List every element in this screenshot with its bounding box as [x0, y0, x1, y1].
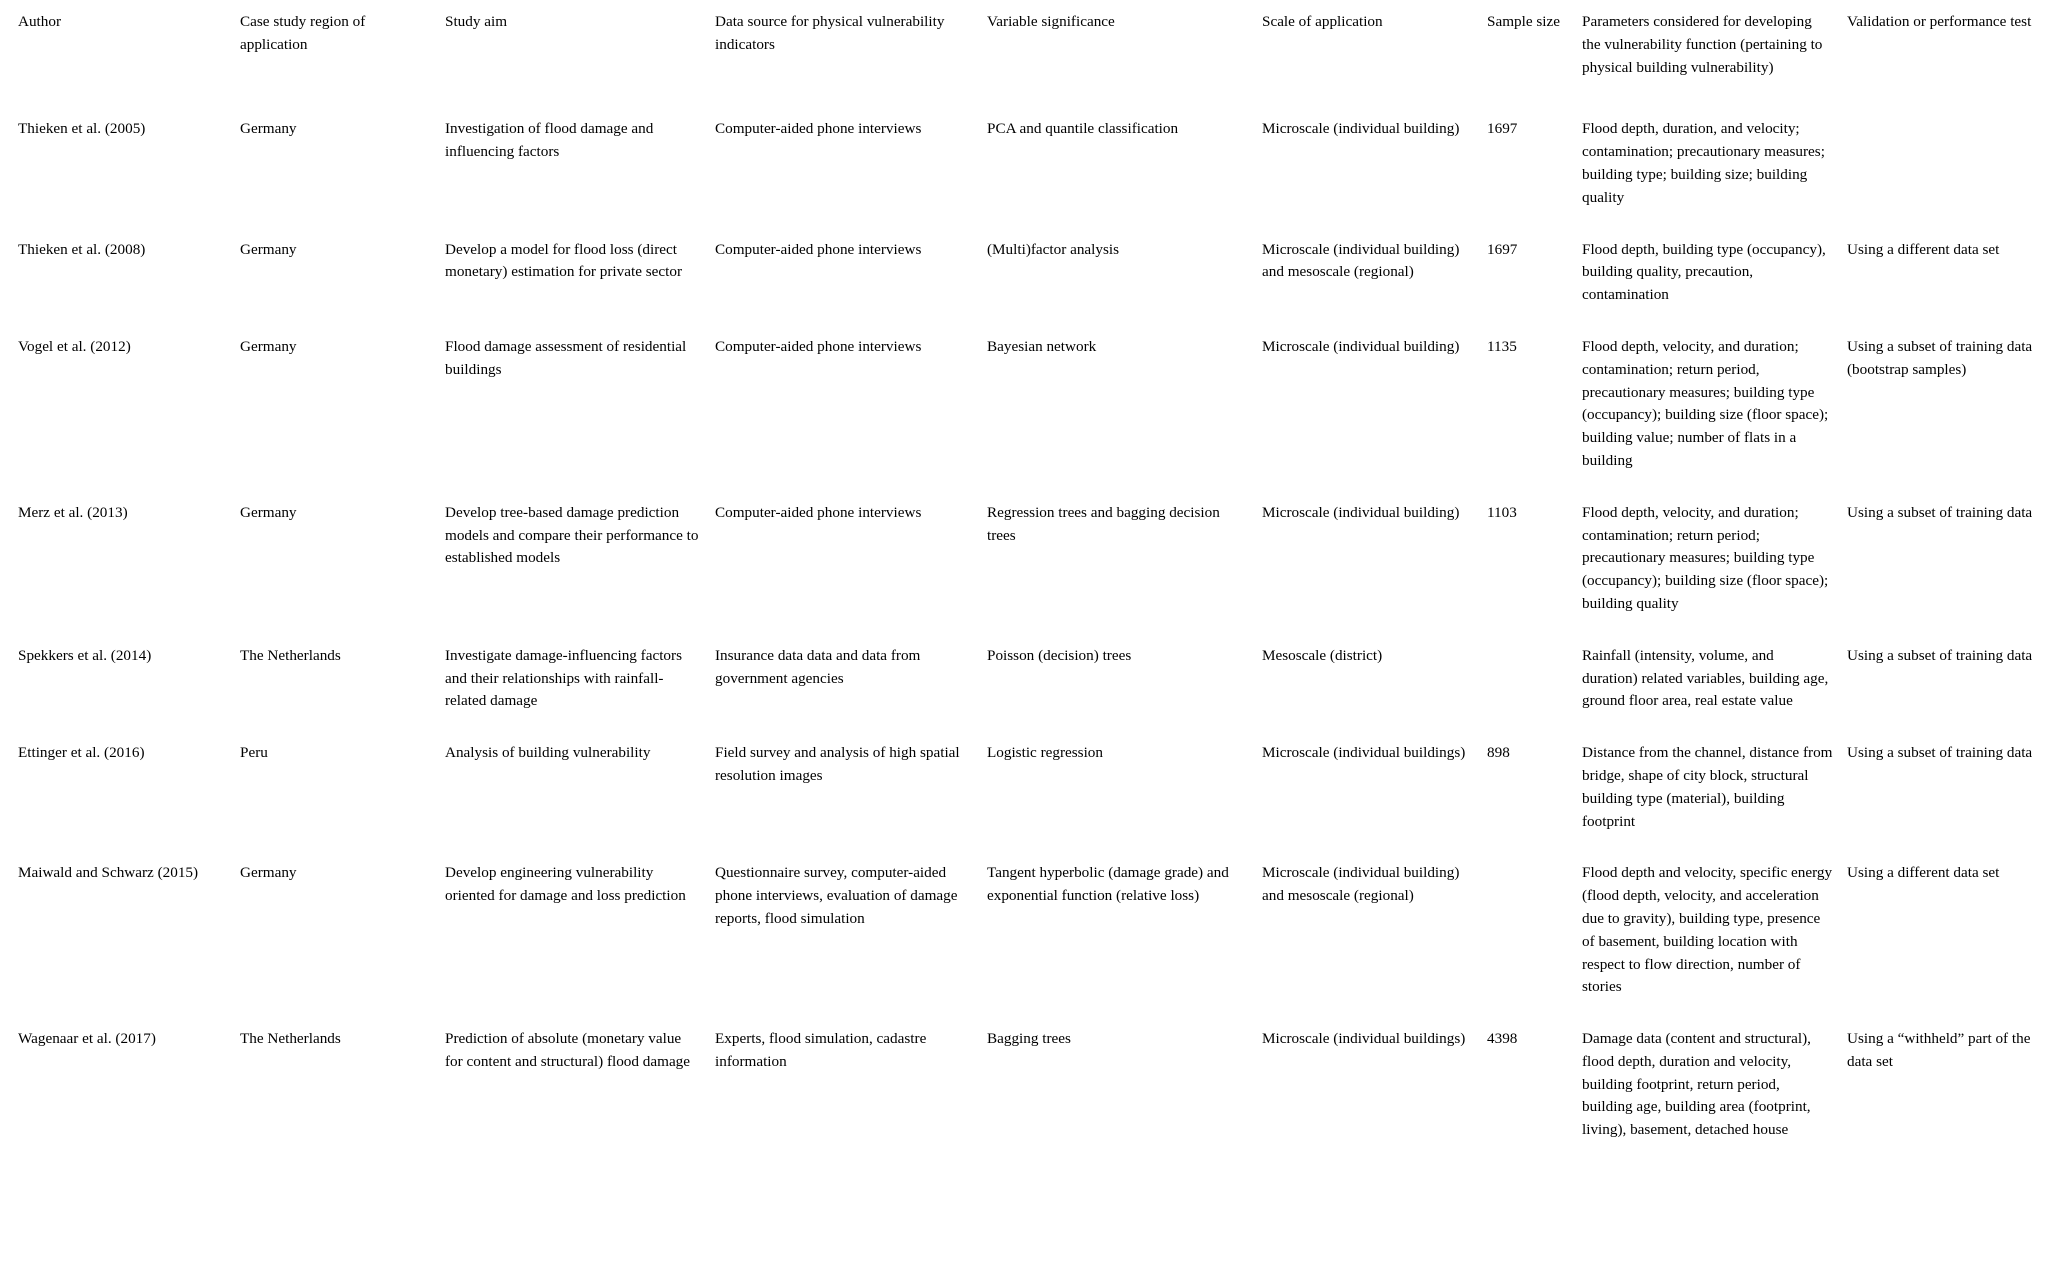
cell-parameters: Flood depth and velocity, specific energy (flood depth, velocity, and acceleration due to gravity), building type, presence of basement, building location with respect to flow direction, number of stories	[1582, 864, 1833, 996]
cell-sample-size: 1103	[1487, 503, 1517, 521]
table-row	[18, 493, 2049, 636]
column-header-author: Author	[18, 13, 62, 30]
cell-data-source: Field survey and analysis of high spatial resolution images	[715, 744, 960, 784]
cell-validation: Using a different data set	[1847, 864, 2000, 882]
cell-region: The Netherlands	[240, 646, 341, 664]
cell-validation	[1847, 109, 2049, 229]
cell-validation: Using a subset of training data	[1847, 503, 2033, 521]
cell-validation: Using a subset of training data	[1847, 744, 2033, 762]
column-header-study-aim: Study aim	[445, 13, 508, 30]
cell-study-aim: Investigation of flood damage and influencing factors	[445, 120, 654, 161]
cell-sample-size	[1487, 853, 1582, 1019]
cell-scale: Microscale (individual buildings)	[1262, 1030, 1466, 1048]
cell-scale: Microscale (individual building) and mesoscale (regional)	[1262, 240, 1460, 281]
cell-region: The Netherlands	[240, 1030, 341, 1048]
cell-validation: Using a different data set	[1847, 240, 2000, 258]
header-row	[18, 0, 2049, 109]
cell-variable-significance: PCA and quantile classification	[987, 120, 1179, 138]
cell-scale: Mesoscale (district)	[1262, 646, 1383, 664]
column-header-validation: Validation or performance test	[1847, 13, 2032, 30]
column-header-scale: Scale of application	[1262, 13, 1383, 30]
column-header-sample-size: Sample size	[1487, 13, 1560, 30]
cell-data-source: Computer-aided phone interviews	[715, 503, 922, 521]
cell-variable-significance: (Multi)factor analysis	[987, 240, 1120, 258]
cell-author: Spekkers et al. (2014)	[18, 646, 152, 664]
cell-data-source: Computer-aided phone interviews	[715, 240, 922, 258]
cell-author: Wagenaar et al. (2017)	[18, 1030, 156, 1048]
cell-scale: Microscale (individual building)	[1262, 120, 1460, 138]
cell-variable-significance: Logistic regression	[987, 744, 1103, 762]
cell-scale: Microscale (individual building)	[1262, 503, 1460, 521]
table-row	[18, 1019, 2049, 1162]
cell-region: Germany	[240, 503, 297, 521]
cell-region: Germany	[240, 120, 297, 138]
table-body	[18, 109, 2049, 1185]
cell-validation: Using a “withheld” part of the data set	[1847, 1030, 2031, 1070]
cell-validation: Using a subset of training data (bootstrap samples)	[1847, 337, 2033, 378]
table-row	[18, 109, 2049, 229]
cell-region: Germany	[240, 864, 297, 882]
cell-data-source: Questionnaire survey, computer-aided phone interviews, evaluation of damage reports, flood simulation	[715, 864, 958, 927]
column-header-variable-significance: Variable significance	[987, 13, 1115, 30]
cell-parameters: Rainfall (intensity, volume, and duration) related variables, building age, ground floor area, real estate value	[1582, 646, 1829, 710]
column-header-parameters: Parameters considered for developing the vulnerability function (pertaining to physical building vulnerability)	[1582, 13, 1823, 76]
cell-parameters: Distance from the channel, distance from bridge, shape of city block, structural building type (material), building footprint	[1582, 744, 1833, 830]
cell-author: Ettinger et al. (2016)	[18, 744, 145, 762]
cell-study-aim: Analysis of building vulnerability	[445, 744, 651, 762]
cell-study-aim: Flood damage assessment of residential buildings	[445, 337, 687, 378]
cell-scale: Microscale (individual building) and mesoscale (regional)	[1262, 864, 1460, 905]
cell-study-aim: Investigate damage-influencing factors and their relationships with rainfall-related damage	[445, 646, 682, 710]
cell-parameters: Flood depth, velocity, and duration; contamination; return period, precautionary measures; building type (occupancy); building size (floor space); building value; number of flats in a building	[1582, 337, 1829, 469]
cell-parameters: Flood depth, velocity, and duration; contamination; return period; precautionary measures; building type (occupancy); building size (floor space); building quality	[1582, 503, 1829, 612]
cell-parameters: Flood depth, building type (occupancy), building quality, precaution, contamination	[1582, 240, 1826, 304]
cell-sample-size: 4398	[1487, 1030, 1518, 1048]
cell-sample-size: 898	[1487, 744, 1510, 762]
cell-study-aim: Develop engineering vulnerability oriented for damage and loss prediction	[445, 864, 686, 905]
cell-variable-significance: Tangent hyperbolic (damage grade) and exponential function (relative loss)	[987, 864, 1229, 905]
cell-scale: Microscale (individual building)	[1262, 337, 1460, 355]
cell-variable-significance: Regression trees and bagging decision trees	[987, 503, 1220, 544]
cell-region: Peru	[240, 744, 268, 762]
table-header	[18, 0, 2049, 109]
cell-validation: Using a subset of training data	[1847, 646, 2033, 664]
cell-data-source: Computer-aided phone interviews	[715, 120, 922, 138]
cell-region: Germany	[240, 337, 297, 355]
cell-author: Vogel et al. (2012)	[18, 337, 131, 355]
cell-data-source: Insurance data data and data from government agencies	[715, 646, 921, 687]
table-row	[18, 230, 2049, 327]
cell-parameters: Damage data (content and structural), flood depth, duration and velocity, building footprint, return period, building age, building area (footprint, living), basement, detached house	[1582, 1030, 1811, 1139]
cell-sample-size: 1697	[1487, 240, 1518, 258]
table-bottom-rule	[18, 1162, 2049, 1185]
bottom-rule-cell	[18, 1162, 2049, 1185]
cell-parameters: Flood depth, duration, and velocity; contamination; precautionary measures; building type; building size; building quality	[1582, 120, 1825, 206]
cell-study-aim: Develop tree-based damage prediction models and compare their performance to established models	[445, 503, 699, 567]
table-row	[18, 853, 2049, 1019]
table-row	[18, 636, 2049, 733]
table-row	[18, 733, 2049, 853]
cell-study-aim: Prediction of absolute (monetary value for content and structural) flood damage	[445, 1030, 691, 1070]
cell-variable-significance: Bagging trees	[987, 1030, 1071, 1048]
table-row	[18, 327, 2049, 493]
cell-author: Merz et al. (2013)	[18, 503, 128, 521]
cell-data-source: Experts, flood simulation, cadastre information	[715, 1030, 927, 1070]
cell-variable-significance: Poisson (decision) trees	[987, 646, 1132, 664]
cell-study-aim: Develop a model for flood loss (direct monetary) estimation for private sector	[445, 240, 683, 281]
cell-data-source: Computer-aided phone interviews	[715, 337, 922, 355]
cell-sample-size: 1135	[1487, 337, 1517, 355]
cell-author: Maiwald and Schwarz (2015)	[18, 864, 199, 882]
cell-scale: Microscale (individual buildings)	[1262, 744, 1466, 762]
cell-author: Thieken et al. (2005)	[18, 120, 146, 138]
cell-sample-size: 1697	[1487, 120, 1518, 138]
column-header-region: Case study region of application	[240, 13, 366, 53]
cell-region: Germany	[240, 240, 297, 258]
column-header-data-source: Data source for physical vulnerability indicators	[715, 13, 945, 53]
cell-author: Thieken et al. (2008)	[18, 240, 146, 258]
cell-sample-size	[1487, 636, 1582, 733]
literature-review-table	[18, 0, 2049, 1185]
cell-variable-significance: Bayesian network	[987, 337, 1097, 355]
